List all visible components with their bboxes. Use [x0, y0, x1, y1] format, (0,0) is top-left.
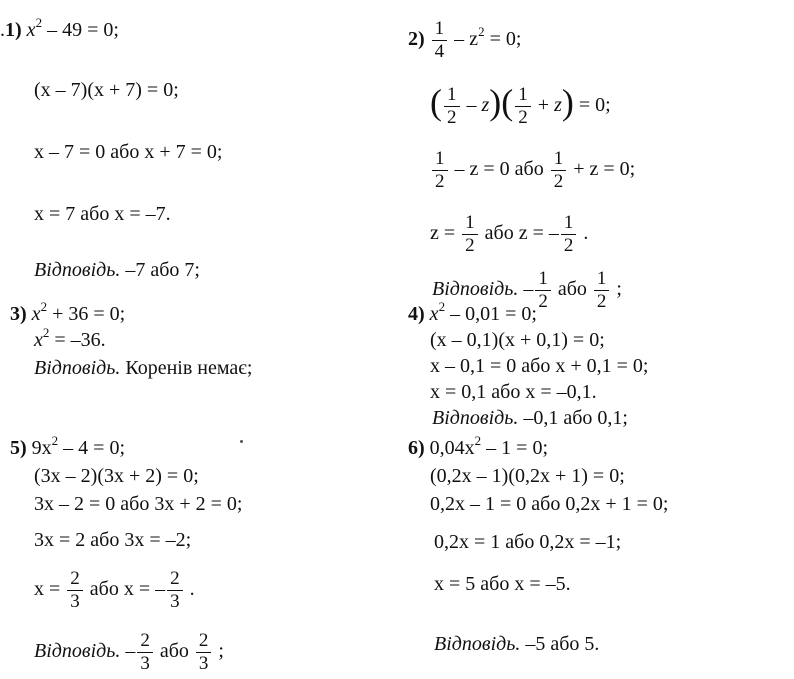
problem-5-step-3: 3x = 2 або 3x = –2; [34, 529, 192, 551]
problem-5-step-2: 3x – 2 = 0 або 3x + 2 = 0; [34, 493, 243, 515]
problem-5-number: 5) [10, 437, 27, 459]
problem-2-number: 2) [408, 28, 425, 51]
answer-label: Відповідь. [434, 633, 521, 655]
problem-4-number: 4) [408, 303, 425, 325]
problem-4-step-3: x = 0,1 або x = –0,1. [430, 381, 597, 403]
problem-1-answer: Відповідь. –7 або 7; [34, 259, 200, 281]
problem-2-step-3: z = $\frac{1}{2}$ або z = – $\frac{1}{2}$ . [430, 212, 589, 256]
problem-4-title: 4) $x^2 - 0,01 = 0$; [408, 299, 537, 325]
answer-label: Відповідь. [34, 640, 121, 663]
answer-label: Відповідь. [432, 407, 519, 429]
problem-5-step-4: x = $\frac{2}{3}$ або x = – $\frac{2}{3}$ . [34, 568, 195, 612]
problem-4-answer: Відповідь. –0,1 або 0,1; [432, 407, 628, 429]
problem-3-title: 3) $x^2 + 36 = 0$; [10, 299, 126, 325]
answer-label: Відповідь. [432, 278, 519, 301]
problem-6-step-2: 0,2x – 1 = 0 або 0,2x + 1 = 0; [430, 493, 669, 515]
problem-2-title: 2) $\frac{1}{4}$ – $z^2 = 0$; [408, 18, 522, 62]
problem-3-step-1: $x^2 = -36$. [34, 325, 106, 351]
problem-3-answer: Відповідь. Коренів немає; [34, 357, 253, 379]
problem-6-step-3: 0,2x = 1 або 0,2x = –1; [434, 531, 622, 553]
problem-2-answer: Відповідь. – $\frac{1}{2}$ або $\frac{1}{2}$ ; [432, 268, 622, 312]
problem-1-title: .1) $x^2 - 49 = 0$; [0, 15, 119, 41]
scan-speck [240, 440, 243, 443]
problem-6-step-4: x = 5 або x = –5. [434, 573, 571, 595]
problem-6-step-1: (0,2x – 1)(0,2x + 1) = 0; [430, 465, 625, 487]
problem-1-step-1: (x – 7)(x + 7) = 0; [34, 79, 179, 101]
problem-2-step-1: ( $\frac{1}{2}$ – z)( $\frac{1}{2}$ + z) = 0; [430, 82, 611, 128]
problem-5-title: 5) $9x^2 - 4 = 0$; [10, 433, 126, 459]
problem-4-step-1: (x – 0,1)(x + 0,1) = 0; [430, 329, 605, 351]
problem-4-step-2: x – 0,1 = 0 або x + 0,1 = 0; [430, 355, 649, 377]
problem-2-step-2: $\frac{1}{2}$ – z = 0 або $\frac{1}{2}$ + z = 0; [430, 148, 635, 193]
problem-3-number: 3) [10, 303, 27, 325]
problem-1-number: 1) [5, 19, 22, 41]
problem-5-answer: Відповідь. – $\frac{2}{3}$ або $\frac{2}{3}$ ; [34, 630, 224, 674]
problem-1-step-3: x = 7 або x = –7. [34, 203, 171, 225]
problem-5-step-1: (3x – 2)(3x + 2) = 0; [34, 465, 199, 487]
problem-6-answer: Відповідь. –5 або 5. [434, 633, 600, 655]
answer-label: Відповідь. [34, 357, 121, 379]
problem-6-title: 6) $0,04x^2 - 1 = 0$; [408, 433, 549, 459]
problem-6-number: 6) [408, 437, 425, 459]
problem-1-step-2: x – 7 = 0 або x + 7 = 0; [34, 141, 223, 163]
answer-label: Відповідь. [34, 259, 121, 281]
fraction-one-fourth: $\frac{1}{4}$ [432, 18, 448, 63]
